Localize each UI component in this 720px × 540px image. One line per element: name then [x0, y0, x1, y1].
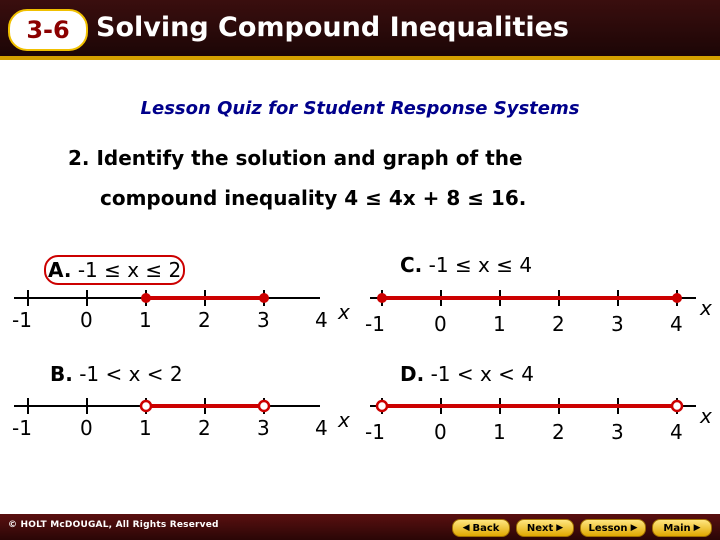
lesson-title: Solving Compound Inequalities: [96, 12, 570, 43]
tick-label: 2: [552, 420, 565, 444]
tick-label: 1: [139, 416, 152, 440]
tick-label: 1: [493, 420, 506, 444]
number-line-d: [370, 398, 696, 414]
question-line-2: compound inequality 4 ≤ 4x + 8 ≤ 16.: [100, 186, 527, 210]
next-button-label: Next: [526, 522, 554, 534]
main-arrow-icon: ▶: [693, 523, 701, 533]
tick-label: 2: [198, 308, 211, 332]
option-d-letter: D.: [400, 362, 425, 386]
axis-label: x: [338, 408, 350, 432]
axis-label: x: [700, 296, 712, 320]
tick-label: 1: [493, 312, 506, 336]
tick-label: 4: [315, 308, 328, 332]
tick-label: 2: [552, 312, 565, 336]
question-line-1: 2. Identify the solution and graph of the: [68, 146, 523, 170]
option-b-text: -1 < x < 2: [79, 362, 183, 386]
tick-label: -1: [365, 312, 385, 336]
tick-label: 4: [315, 416, 328, 440]
next-arrow-icon: ▶: [556, 523, 564, 533]
quiz-subtitle: Lesson Quiz for Student Response Systems: [140, 98, 580, 119]
back-arrow-icon: ◀: [462, 523, 470, 533]
tick-label: 0: [80, 416, 93, 440]
lesson-arrow-icon: ▶: [630, 523, 638, 533]
next-button[interactable]: [516, 519, 574, 537]
option-b-letter: B.: [50, 362, 73, 386]
lesson-button-label: Lesson: [588, 522, 628, 534]
option-a-letter: A.: [48, 258, 72, 282]
option-d-text: -1 < x < 4: [430, 362, 535, 386]
main-button[interactable]: [652, 519, 712, 537]
tick-label: 4: [670, 420, 683, 444]
number-line-a: [14, 290, 320, 306]
tick-label: 3: [611, 420, 624, 444]
tick-label: 4: [670, 312, 683, 336]
tick-label: 3: [257, 416, 270, 440]
tick-label: 1: [139, 308, 152, 332]
copyright: © HOLT McDOUGAL, All Rights Reserved: [8, 520, 219, 530]
tick-label: -1: [12, 416, 32, 440]
section-number: 3-6: [26, 16, 70, 44]
lesson-button[interactable]: [580, 519, 646, 537]
number-line-b: [14, 398, 320, 414]
axis-label: x: [700, 404, 712, 428]
tick-label: 0: [434, 312, 447, 336]
back-button[interactable]: [452, 519, 510, 537]
option-c-text: -1 ≤ x ≤ 4: [428, 253, 533, 277]
tick-label: 3: [611, 312, 624, 336]
footer-bar: [0, 514, 720, 540]
tick-label: 2: [198, 416, 211, 440]
tick-label: 0: [80, 308, 93, 332]
axis-label: x: [338, 300, 350, 324]
tick-label: 0: [434, 420, 447, 444]
main-button-label: Main: [663, 522, 691, 534]
tick-label: -1: [12, 308, 32, 332]
tick-label: -1: [365, 420, 385, 444]
back-button-label: Back: [472, 522, 500, 534]
option-c-letter: C.: [400, 253, 423, 277]
tick-label: 3: [257, 308, 270, 332]
option-a-text: -1 ≤ x ≤ 2: [77, 258, 182, 282]
number-line-c: [370, 290, 696, 306]
